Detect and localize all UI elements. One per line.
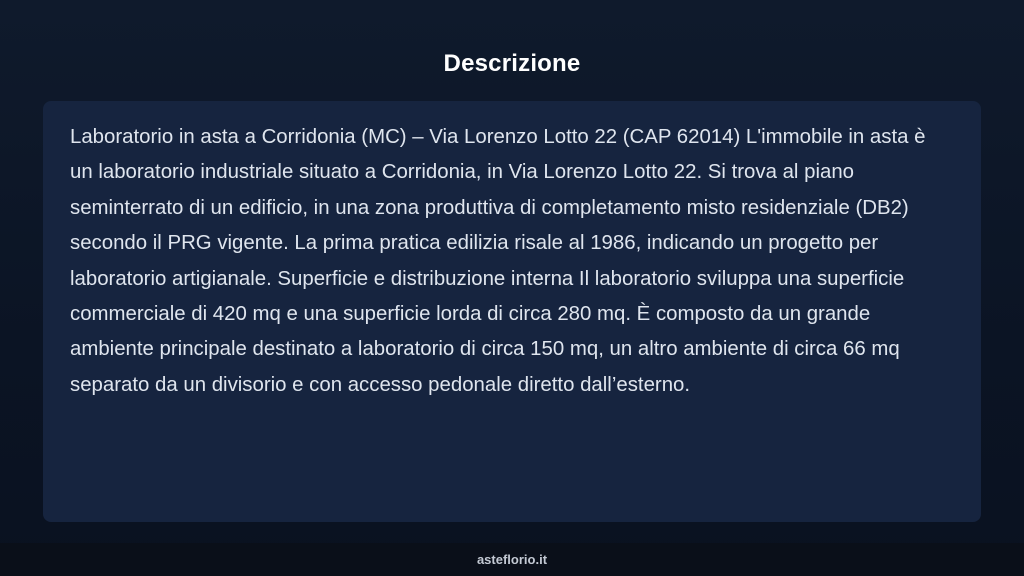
page-title: Descrizione bbox=[443, 50, 581, 77]
description-card bbox=[43, 101, 981, 522]
footer-bar bbox=[0, 543, 1024, 576]
description-text: Laboratorio in asta a Corridonia (MC) – Via Lorenzo Lotto 22 (CAP 62014) L'immobile in asta è un laboratorio industriale situato a Corridonia, in Via Lorenzo Lotto 22. Si trova al piano seminterrato di un edificio, in una zona produttiva di completamento misto residenziale (DB2) secondo il PRG vigente. La prima pratica edilizia risale al 1986, indicando un progetto per laboratorio artigianale. Superficie e distribuzione interna Il laboratorio sviluppa una superficie commerciale di 420 mq e una superficie lorda di circa 280 mq. È composto da un grande ambiente principale destinato a laboratorio di circa 150 mq, un altro ambiente di circa 66 mq separato da un divisorio e con accesso pedonale diretto dall’esterno. bbox=[70, 126, 926, 396]
footer-site-label: asteflorio.it bbox=[476, 552, 548, 567]
